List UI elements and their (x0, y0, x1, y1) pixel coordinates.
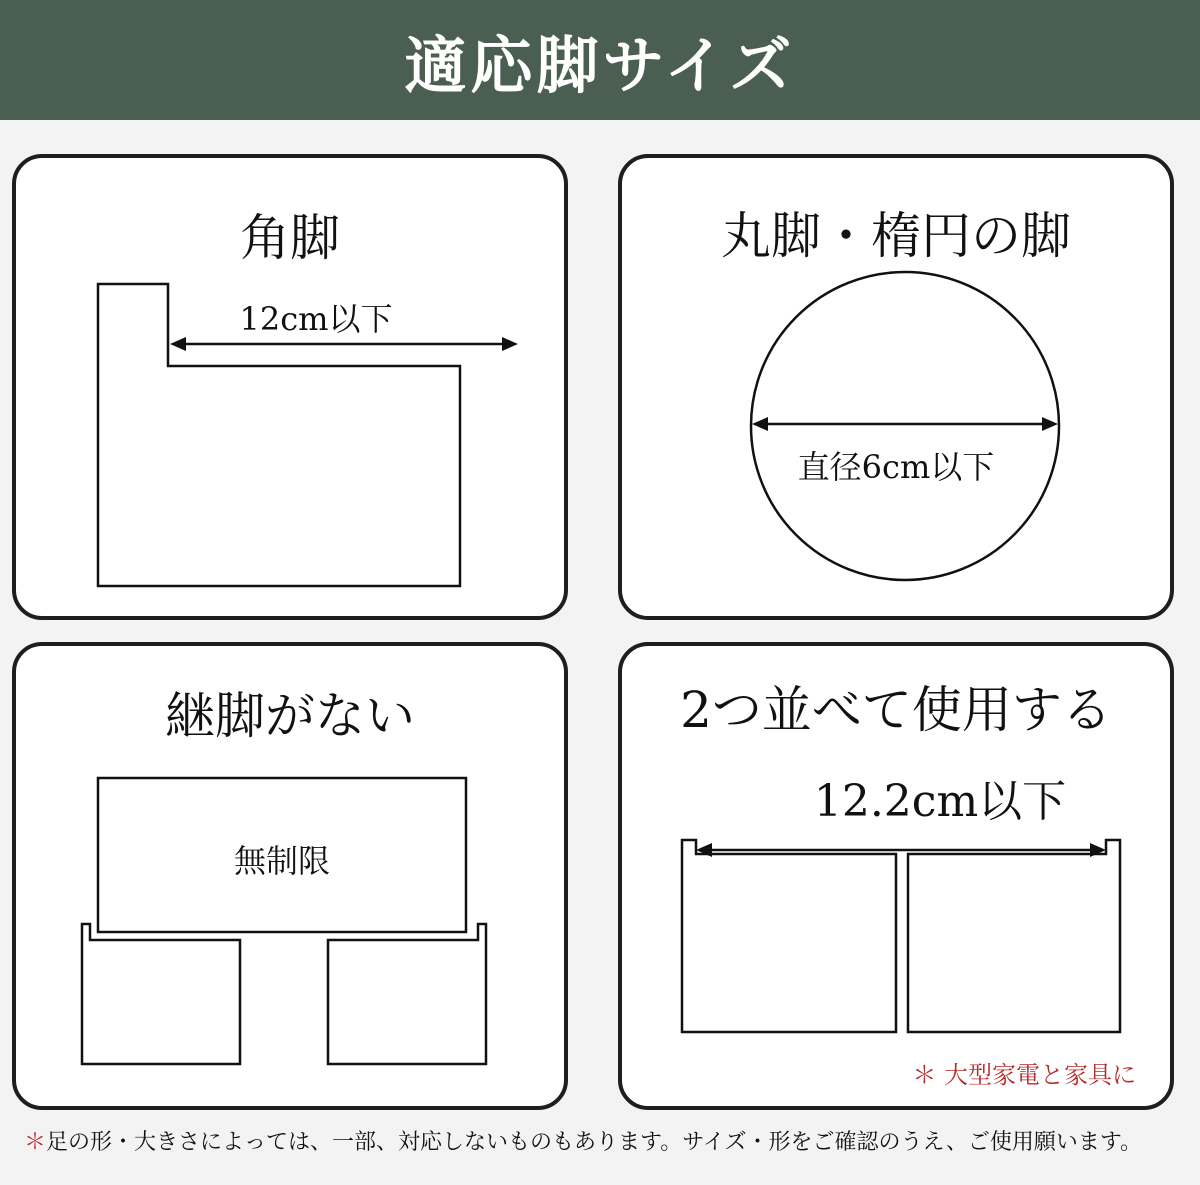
round-dimension-label: 直径6cm以下 (797, 448, 995, 486)
right-block (908, 840, 1120, 1032)
round-leg-circle (751, 272, 1059, 580)
footnote (24, 1128, 1174, 1158)
no-joint-diagram (16, 646, 572, 1114)
left-block (682, 840, 896, 1032)
arrow-left-icon (170, 337, 186, 351)
panel-pair-use (618, 642, 1174, 1110)
square-leg-diagram (16, 158, 572, 624)
panel-title-pair: 2つ並べて使用する (680, 681, 1112, 739)
panel-title-round: 丸脚・楕円の脚 (721, 207, 1071, 265)
panel-square-leg (12, 154, 568, 620)
pair-use-diagram (622, 646, 1178, 1114)
arrow-right-icon (502, 337, 518, 351)
panel-round-leg (618, 154, 1174, 620)
right-support-block (328, 924, 486, 1064)
square-dimension-label: 12cm以下 (239, 300, 393, 338)
page-title: 適応脚サイズ (404, 28, 796, 102)
appliance-note: ＊ 大型家電と家具に (912, 1061, 1136, 1089)
header-banner (0, 0, 1200, 120)
footnote-asterisk: ＊ (24, 1130, 47, 1155)
footnote-text: 足の形・大きさによっては、一部、対応しないものもあります。サイズ・形をご確認のうえ、ご使用願います。 (46, 1130, 1143, 1155)
pair-dimension-label: 12.2cm以下 (813, 776, 1067, 827)
round-leg-diagram (622, 158, 1178, 624)
unlimited-label: 無制限 (233, 842, 331, 880)
panel-title-square: 角脚 (240, 209, 340, 267)
panel-no-joint (12, 642, 568, 1110)
left-support-block (82, 924, 240, 1064)
panel-title-nojoint: 継脚がない (165, 687, 415, 745)
